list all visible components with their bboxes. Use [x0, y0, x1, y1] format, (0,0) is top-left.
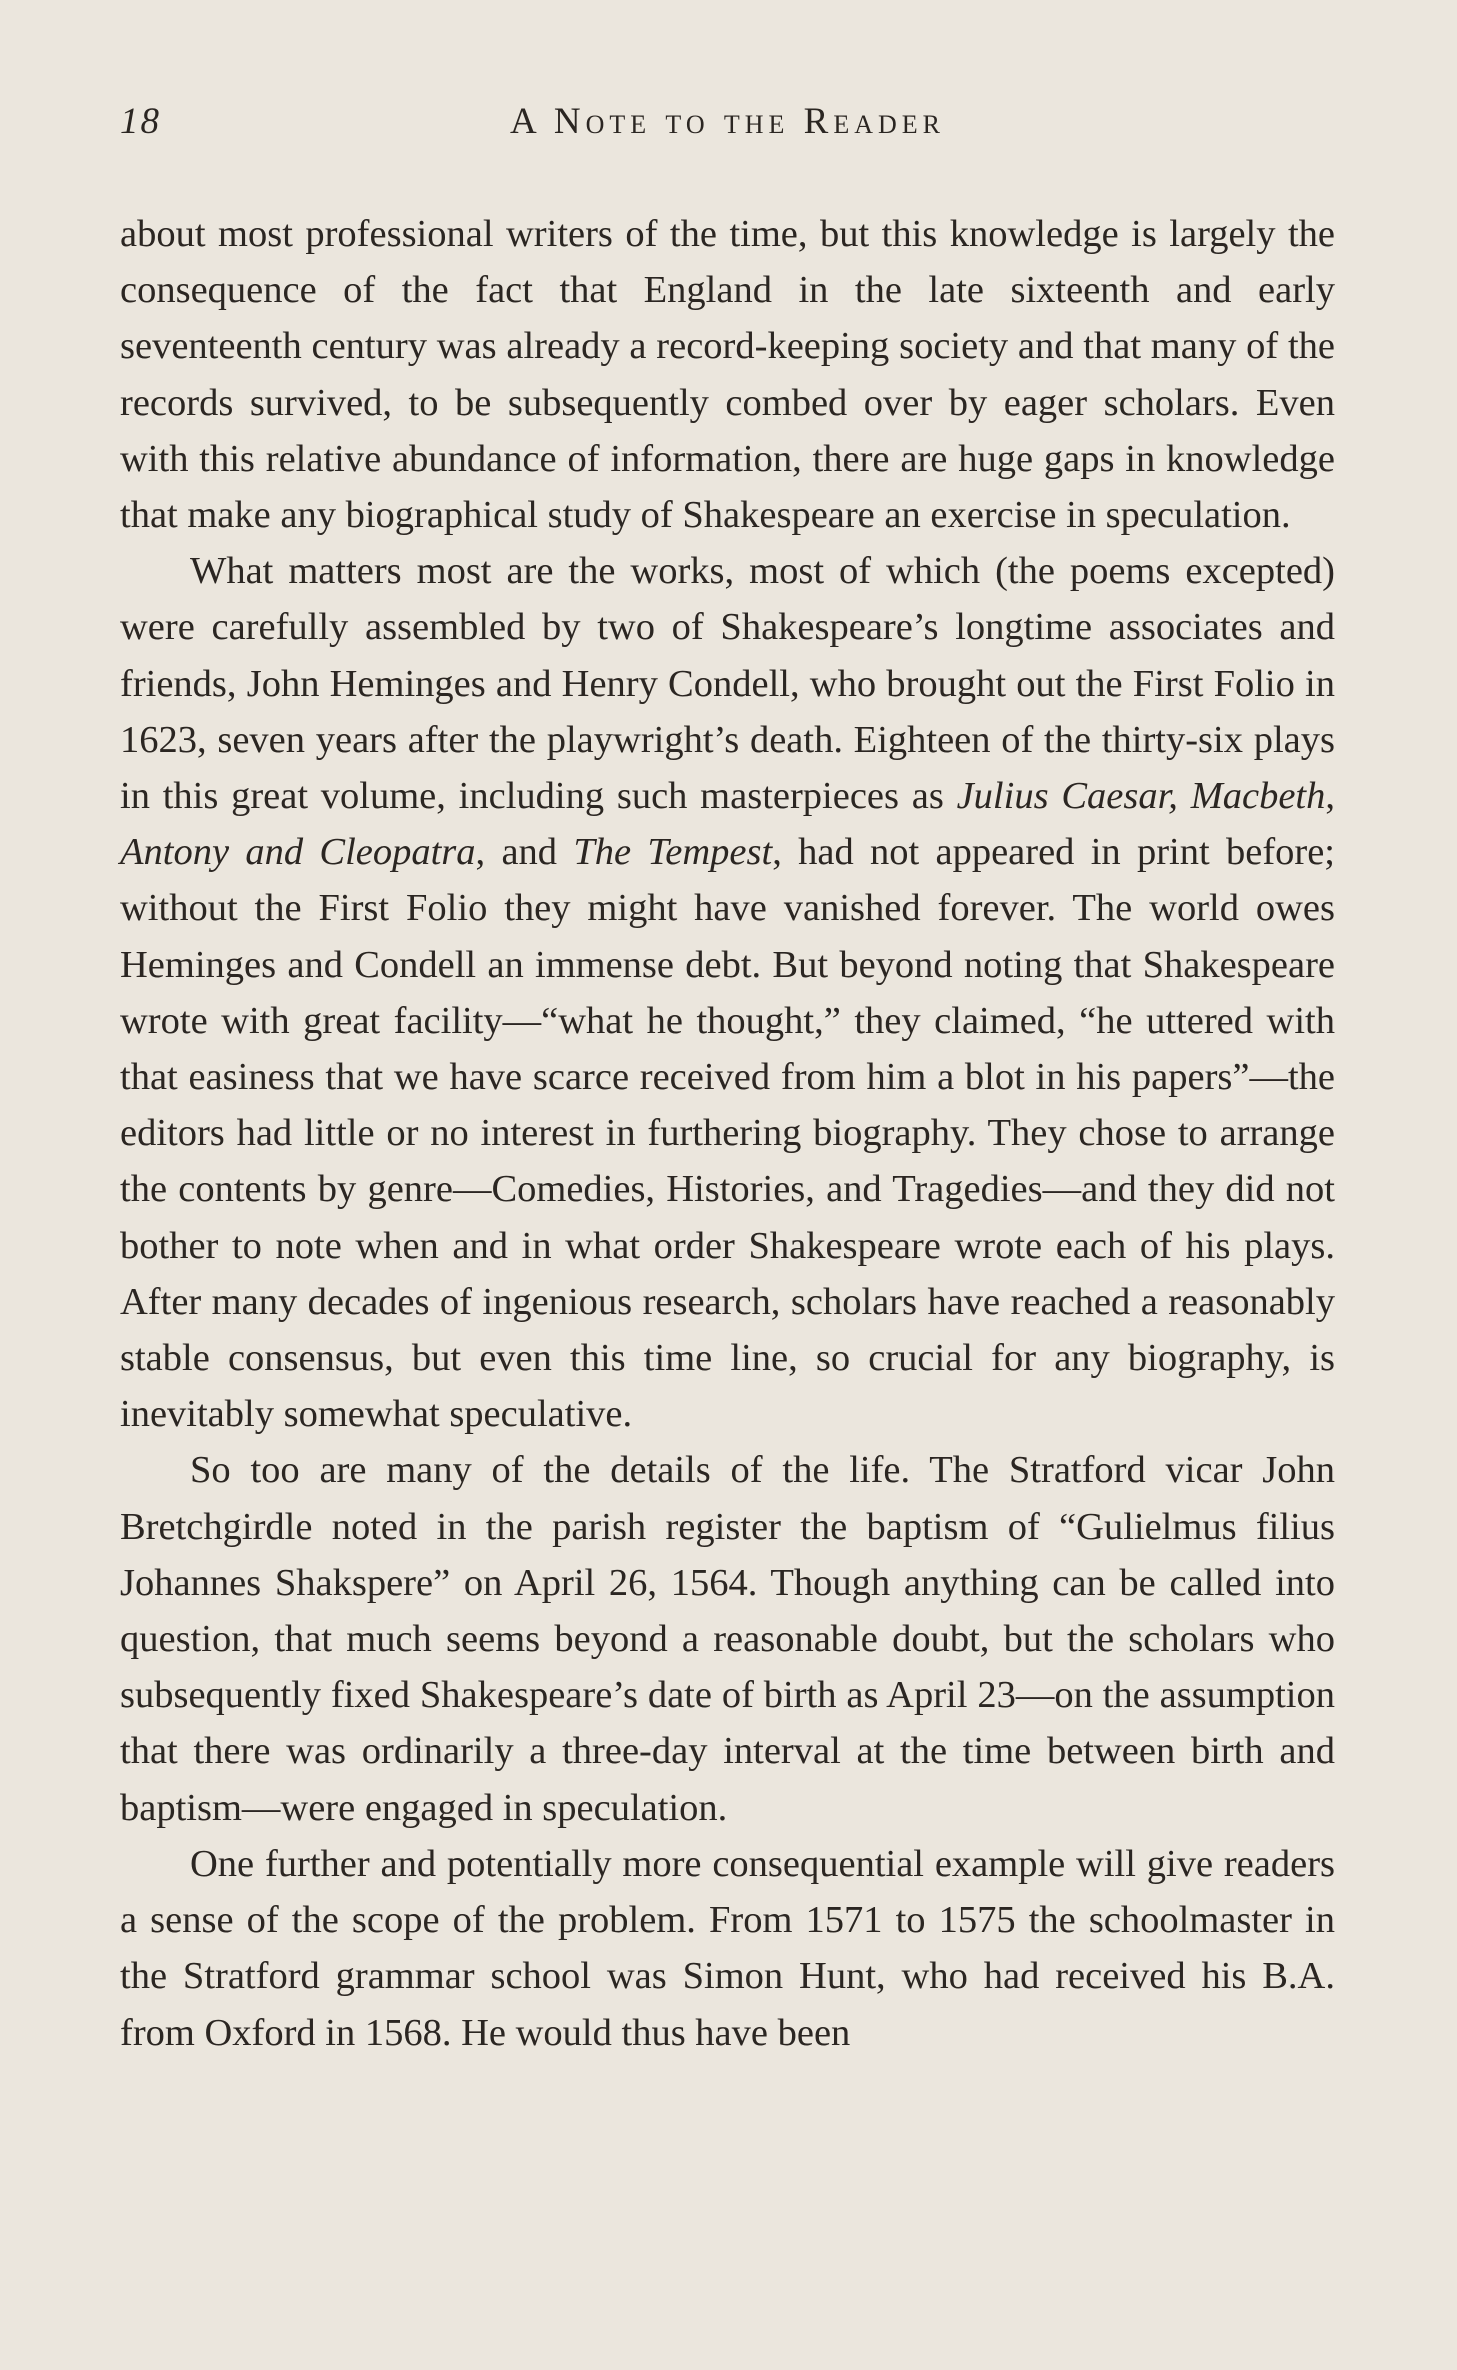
paragraph-3: So too are many of the details of the life. The Stratford vicar John Bretchgirdle noted in the parish register the baptism of “Gulielmus filius Johannes Shakspere” on April 26, 1564. Though anything can be called into question, that much seems beyond a reasonable doubt, but the scholars who subsequently fixed Shakespeare’s date of birth as April 23—on the assumption that there was ordinarily a three-day interval at the time between birth and baptism—were engaged in speculation. [120, 1449, 1335, 1829]
paragraph-4: One further and potentially more consequential example will give readers a sense of the scope of the problem. From 1571 to 1575 the schoolmaster in the Stratford grammar school was Simon Hunt, who had received his B.A. from Oxford in 1568. He would thus have been [120, 1842, 1335, 2054]
running-head [120, 100, 1335, 160]
title-the-tempest: The Tempest [573, 831, 773, 874]
paragraph-2-text-a: What matters most are the works, most of which (the poems excepted) were carefully assembled by two of Shakespeare’s longtime associates and friends, John Heminges and Henry Condell, who brought out the First Folio in 1623, seven years after the playwright’s death. Eighteen of the thirty-six plays in this great volume, including such masterpieces as [120, 550, 1335, 818]
separator-3: , and [475, 831, 574, 874]
page-number: 18 [120, 101, 161, 142]
body-text [120, 206, 1335, 2061]
title-julius-caesar: Julius Caesar, [956, 775, 1178, 818]
running-head-title: A Note to the Reader [509, 101, 945, 142]
paragraph-2-text-b: , had not appeared in print before; without the First Folio they might have vanished forever. The world owes Heminges and Condell an immense debt. But beyond noting that Shakespeare wrote with great facility—“what he thought,” they claimed, “he uttered with that easiness that we have scarce received from him a blot in his papers”—the editors had little or no interest in furthering biography. They chose to arrange the contents by genre—Comedies, Histories, and Tragedies—and they did not bother to note when and in what order Shakespeare wrote each of his plays. After many decades of ingenious research, scholars have reached a reasonably stable consensus, but even this time line, so crucial for any biography, is inevitably somewhat speculative. [120, 831, 1335, 1436]
separator-1 [1178, 775, 1191, 817]
paragraph-1: about most professional writers of the time, but this knowledge is largely the consequence of the fact that England in the late sixteenth and early seventeenth century was already a record-keeping society and that many of the records survived, to be subsequently combed over by eager scholars. Even with this relative abundance of information, there are huge gaps in knowledge that make any biographical study of Shakespeare an exercise in speculation. [120, 213, 1335, 537]
separator-2: , [1325, 775, 1336, 818]
paragraph-2 [120, 543, 1335, 1442]
title-macbeth: Macbeth [1190, 775, 1326, 818]
title-antony-and-cleopatra: Antony and Cleopatra [120, 831, 476, 874]
